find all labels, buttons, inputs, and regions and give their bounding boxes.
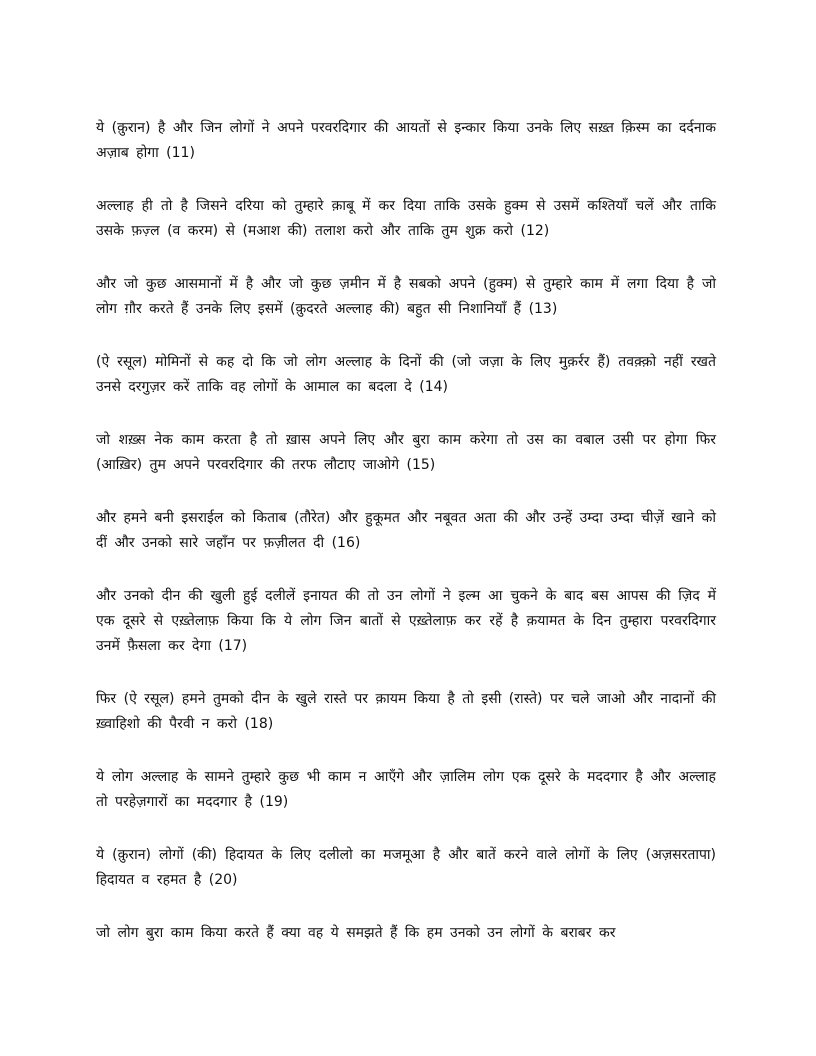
- verse-paragraph-16: और हमने बनी इसराईल को किताब (तौरेत) और हुकूमत और नबूवत अता की और उन्हें उम्दा उम्दा चीज़ें खाने को दीं और उनको सारे जहाँन पर फ़ज़ीलत दी (16): [96, 510, 717, 551]
- verse-paragraph-21-partial: जो लोग बुरा काम किया करते हैं क्या वह ये समझते हैं कि हम उनको उन लोगों के बराबर कर: [96, 925, 616, 941]
- verse-paragraph-20: ये (क़ुरान) लोगों (की) हिदायत के लिए दलीलो का मजमूआ है और बातें करने वाले लोगों के लिए (अज़सरतापा) हिदायत व रहमत है (20): [96, 847, 716, 888]
- verse-paragraph-12: अल्लाह ही तो है जिसने दरिया को तुम्हारे क़ाबू में कर दिया ताकि उसके हुक्म से उसमें कश्तियाँ चलें और ताकि उसके फ़ज़्ल (व करम) से (मआश की) तलाश करो और ताकि तुम शुक्र करो (12): [96, 198, 716, 239]
- verse-paragraph-11: ये (क़ुरान) है और जिन लोगों ने अपने परवरदिगार की आयतों से इन्कार किया उनके लिए सख़्त क़िस्म का दर्दनाक अज़ाब होगा (11): [96, 120, 716, 161]
- document-body: [96, 116, 716, 974]
- verse-paragraph-14: (ऐ रसूल) मोमिनों से कह दो कि जो लोग अल्लाह के दिनों की (जो जज़ा के लिए मुक़र्रर हैं) तवक़्क़ो नहीं रखते उनसे दरगुज़र करें ताकि वह लोगों के आमाल का बदला दे (14): [96, 354, 716, 395]
- verse-paragraph-19: ये लोग अल्लाह के सामने तुम्हारे कुछ भी काम न आएँगे और ज़ालिम लोग एक दूसरे के मददगार है और अल्लाह तो परहेज़गारों का मददगार है (19): [96, 769, 716, 810]
- verse-paragraph-17: और उनको दीन की खुली हुई दलीलें इनायत की तो उन लोगों ने इल्म आ चुकने के बाद बस आपस की ज़िद में एक दूसरे से एख़्तेलाफ़ किया कि ये लोग जिन बातों से एख़्तेलाफ़ कर रहें है क़यामत के दिन तुम्हारा परवरदिगार उनमें फ़ैसला कर देगा (17): [96, 588, 716, 654]
- verse-paragraph-15: जो शख़्स नेक काम करता है तो ख़ास अपने लिए और बुरा काम करेगा तो उस का वबाल उसी पर होगा फिर (आख़िर) तुम अपने परवरदिगार की तरफ लौटाए जाओगे (15): [96, 432, 716, 473]
- verse-paragraph-18: फिर (ऐ रसूल) हमने तुमको दीन के खुले रास्ते पर क़ायम किया है तो इसी (रास्ते) पर चले जाओ और नादानों की ख़्वाहिशो की पैरवी न करो (18): [96, 691, 716, 732]
- verse-paragraph-13: और जो कुछ आसमानों में है और जो कुछ ज़मीन में है सबको अपने (हुक्म) से तुम्हारे काम में लगा दिया है जो लोग ग़ौर करते हैं उनके लिए इसमें (क़ुदरते अल्लाह की) बहुत सी निशानियाँ हैं (13): [96, 276, 716, 317]
